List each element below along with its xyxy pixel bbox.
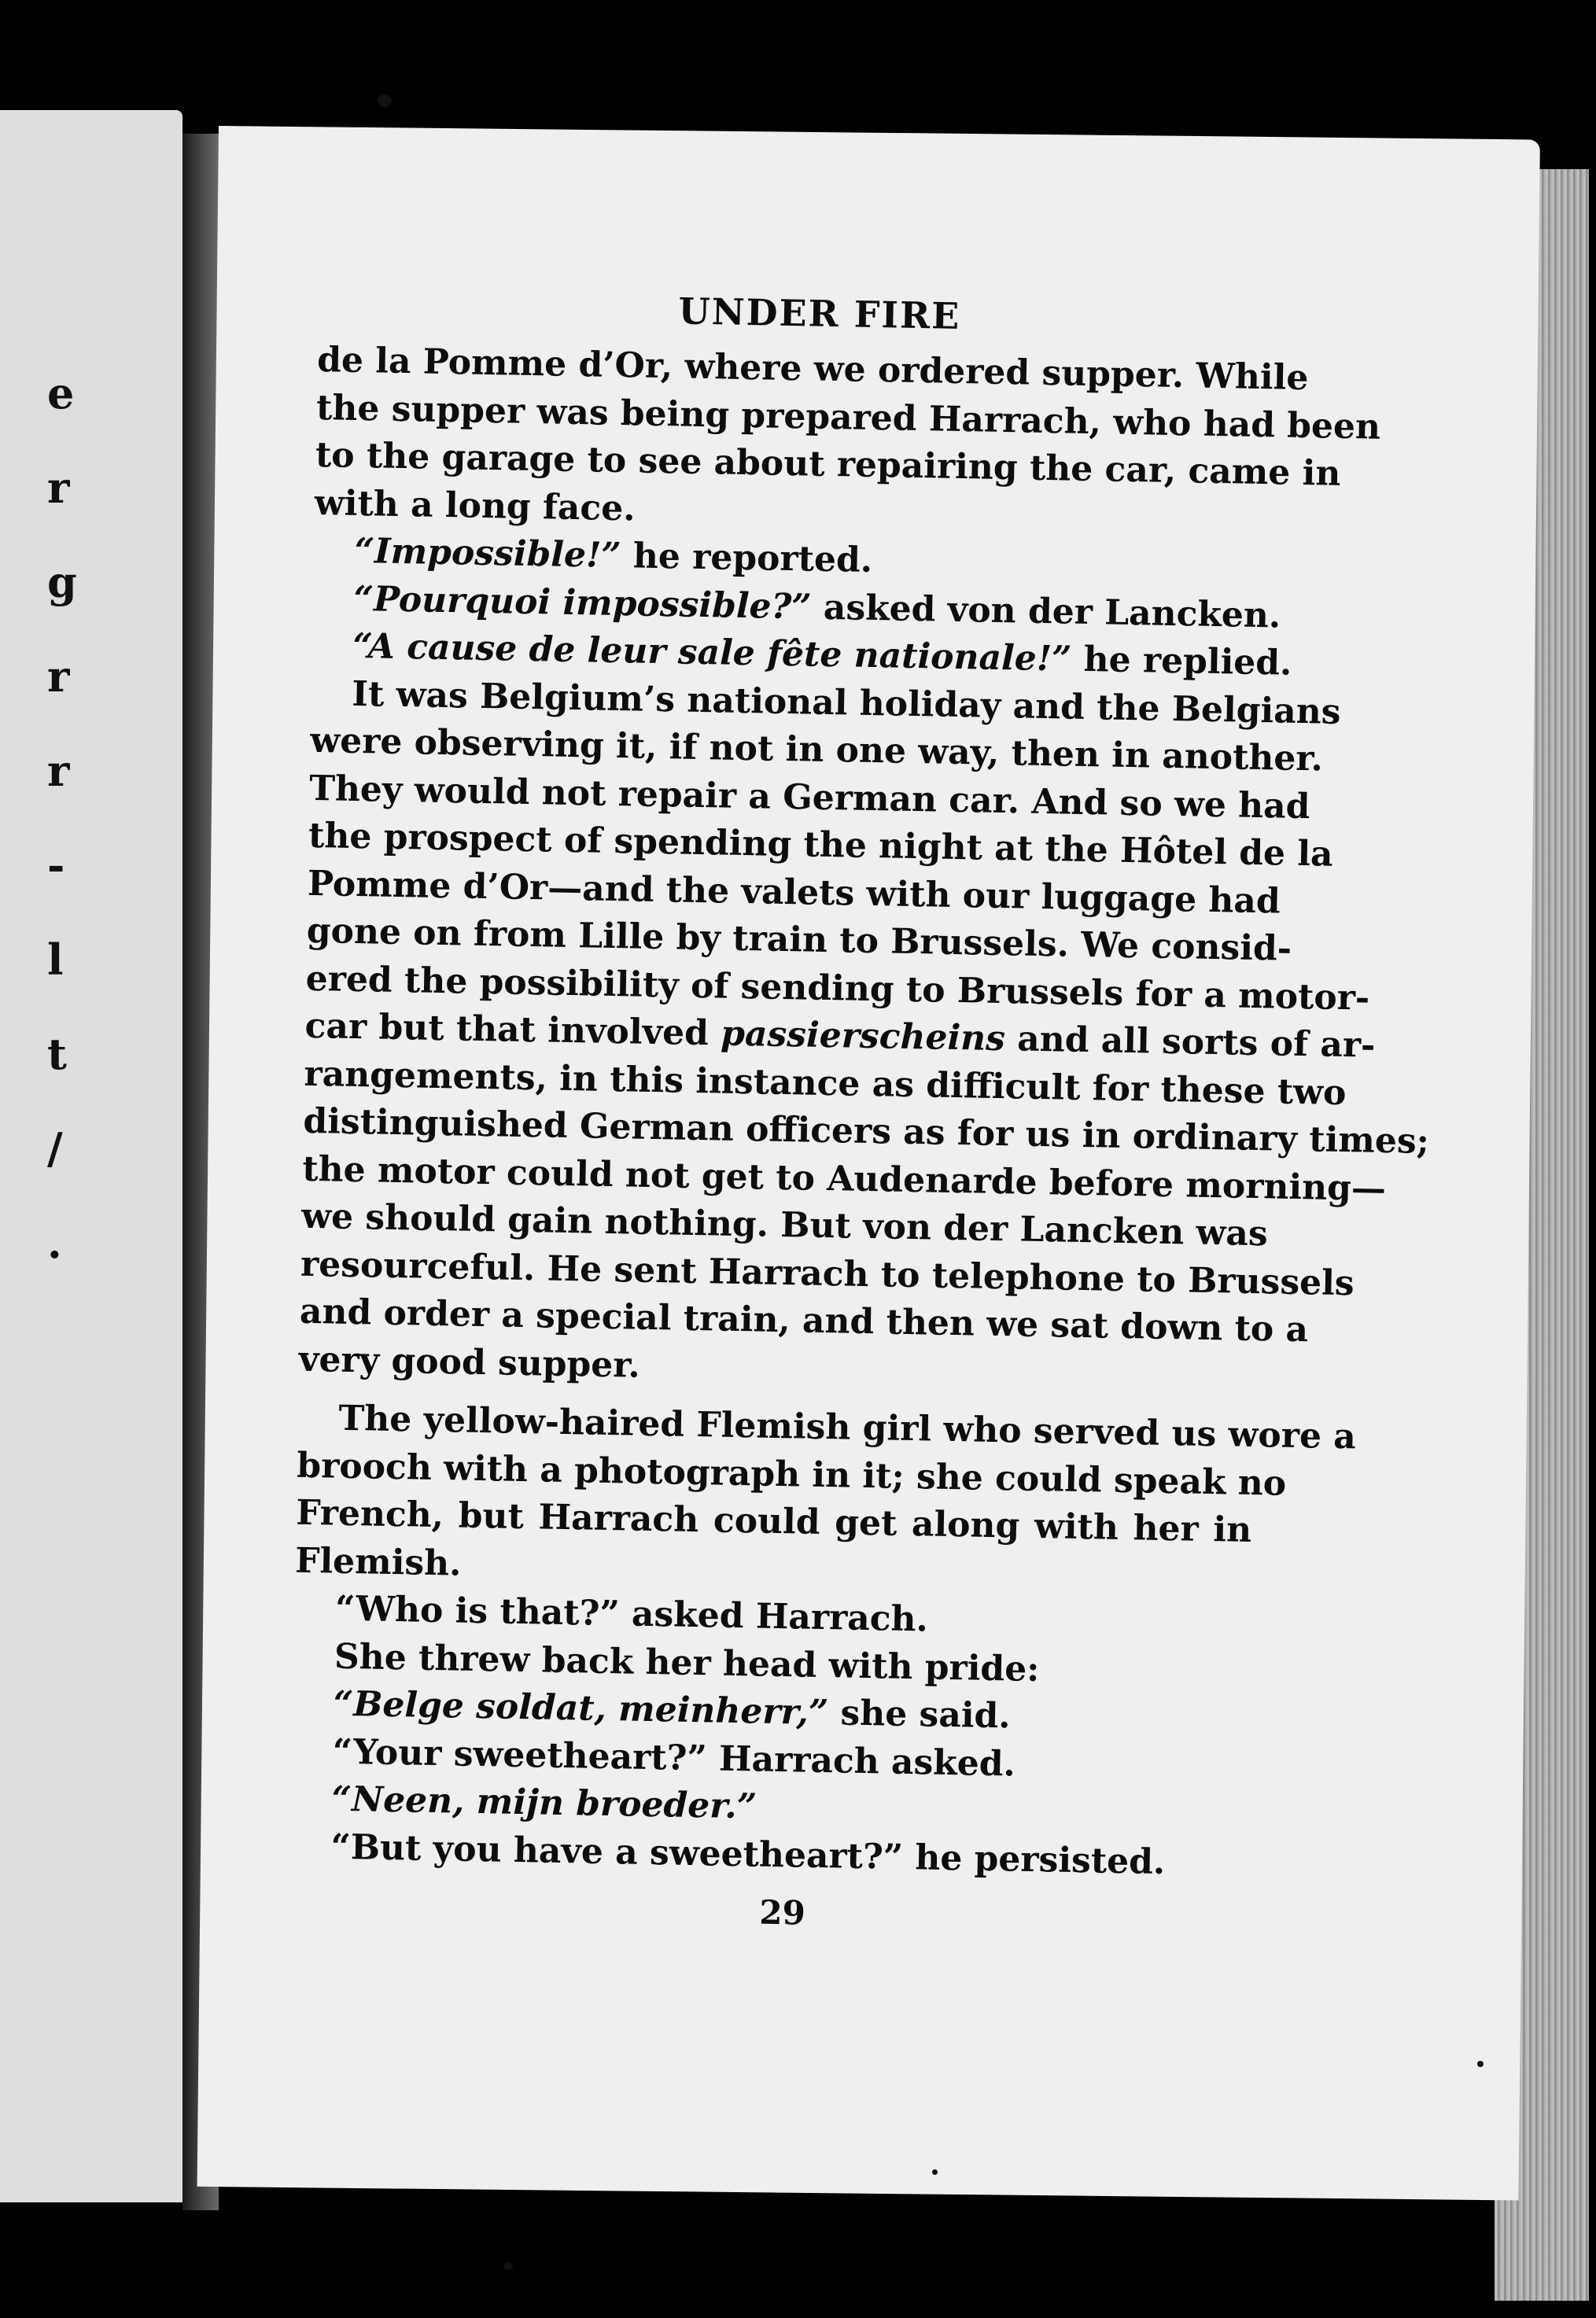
text-line: the motor could not get to Audenarde before morning— — [301, 1148, 1387, 1209]
text-line: The yellow-haired Flemish girl who served us wore a — [338, 1398, 1357, 1458]
text-line: were observing it, if not in one way, then in another. — [309, 720, 1324, 779]
italic-segment: “Pourquoi impossible?” — [353, 578, 813, 628]
left-page-letter: g — [47, 557, 77, 607]
text-line: “Who is that?” asked Harrach. — [334, 1588, 929, 1640]
speck-mark — [503, 2262, 513, 2270]
text-line: and order a special train, and then we sat down to a — [299, 1291, 1309, 1351]
left-page-letter: - — [47, 840, 65, 890]
text-line: we should gain nothing. But von der Lancken was — [300, 1196, 1269, 1255]
left-page-letter: r — [47, 651, 70, 702]
text-line: She threw back her head with pride: — [334, 1636, 1040, 1690]
text-segment: and all sorts of ar- — [1004, 1019, 1376, 1066]
italic-segment: “Neen, mijn broeder.” — [331, 1778, 757, 1827]
left-page-letter: . — [47, 1218, 62, 1268]
left-page-letter: r — [47, 746, 70, 796]
text-line: French, but Harrach could get along with her in — [295, 1492, 1252, 1550]
speck-mark — [1477, 2061, 1484, 2067]
left-page-edge — [0, 110, 182, 2202]
text-line: with a long face. — [314, 482, 636, 529]
text-line: ered the possibility of sending to Brussels for a motor- — [305, 958, 1370, 1019]
left-page-letter: r — [47, 462, 70, 513]
italic-segment: “A cause de leur sale fête nationale!” — [352, 625, 1072, 680]
left-page-letter — [47, 1290, 173, 1384]
text-line: brooch with a photograph in it; she could speak no — [296, 1445, 1287, 1504]
left-page-letter: l — [47, 934, 64, 985]
left-page-text-fragment — [47, 346, 173, 1384]
text-segment: car but that involved — [304, 1005, 721, 1054]
text-line: rangements, in this instance as difficult for these two — [304, 1053, 1347, 1113]
left-page-letter: e — [47, 368, 75, 418]
italic-segment: “Impossible!” — [354, 530, 622, 577]
text-line: They would not repair a German car. And so we had — [308, 768, 1310, 827]
text-line: “Your sweetheart?” Harrach asked. — [332, 1731, 1016, 1785]
left-page-letter: t — [47, 1029, 67, 1079]
text-segment: asked von der Lancken. — [811, 587, 1281, 636]
text-line: very good supper. — [298, 1339, 641, 1386]
italic-segment: “Belge soldat, meinherr,” — [333, 1683, 829, 1734]
left-page-letter: / — [47, 1123, 63, 1174]
text-segment: he replied. — [1071, 639, 1292, 684]
body-text — [289, 337, 1430, 1888]
text-line: Flemish. — [294, 1540, 462, 1584]
running-head: UNDER FIRE — [678, 289, 961, 337]
speck-mark — [932, 2169, 938, 2175]
text-line: to the garage to see about repairing the car, came in — [315, 434, 1341, 494]
text-line: It was Belgium’s national holiday and the Belgians — [351, 673, 1341, 732]
text-segment: he reported. — [621, 536, 873, 580]
text-segment: she said. — [827, 1693, 1012, 1737]
speck-mark — [378, 94, 392, 107]
page-number: 29 — [758, 1892, 806, 1933]
text-line: distinguished German officers as for us in ordinary times; — [303, 1100, 1430, 1163]
page-text-block — [289, 283, 1430, 1940]
text-line: resourceful. He sent Harrach to telephone to Brussels — [300, 1244, 1355, 1303]
text-line: the prospect of spending the night at the Hôtel de la — [308, 815, 1334, 875]
text-line: gone on from Lille by train to Brussels. We consid- — [306, 910, 1292, 969]
text-line: the supper was being prepared Harrach, who had been — [315, 387, 1381, 448]
text-line: Pomme d’Or—and the valets with our luggage had — [307, 863, 1281, 922]
italic-segment: passierscheins — [720, 1013, 1006, 1059]
text-line: “But you have a sweetheart?” he persisted. — [330, 1826, 1166, 1882]
text-line: de la Pomme d’Or, where we ordered supper. While — [316, 339, 1309, 399]
